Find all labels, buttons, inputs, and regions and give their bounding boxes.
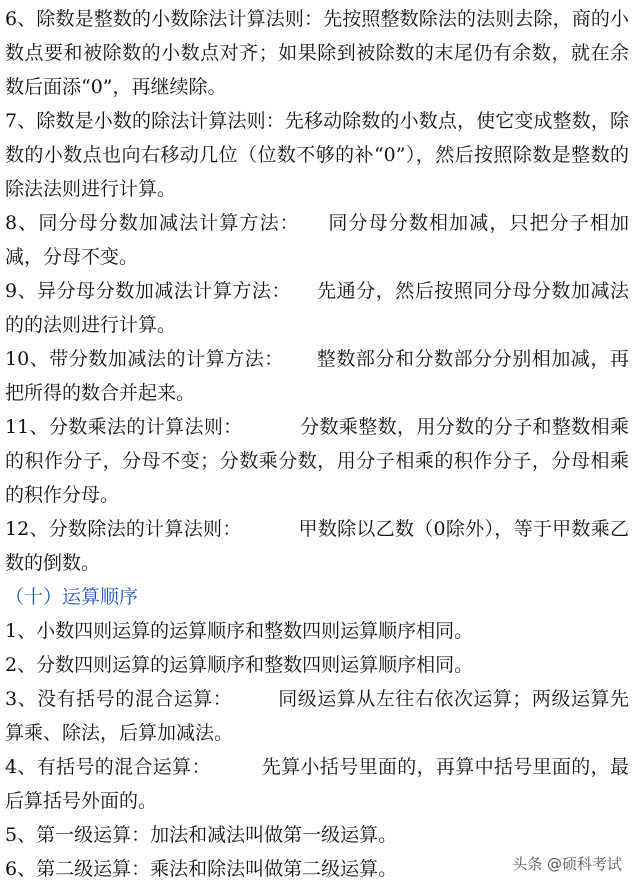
order-rule-3: 3、没有括号的混合运算： 同级运算从左往右依次运算；两级运算先算乘、除法，后算加减法。 [5, 688, 629, 744]
order-rule-6: 6、第二级运算：乘法和除法叫做第二级运算。 [5, 858, 398, 880]
order-rule-2: 2、分数四则运算的运算顺序和整数四则运算顺序相同。 [5, 654, 474, 676]
order-rule-1: 1、小数四则运算的运算顺序和整数四则运算顺序相同。 [5, 620, 474, 642]
rule-9-different-denominator-fractions: 9、异分母分数加减法计算方法： 先通分，然后按照同分母分数加减法的的法则进行计算。 [5, 280, 629, 336]
document-body [5, 2, 629, 886]
order-rule-4: 4、有括号的混合运算： 先算小括号里面的，再算中括号里面的，最后算括号外面的。 [5, 756, 629, 812]
watermark: 头条 @硕科考试 [508, 852, 626, 875]
rule-10-mixed-number-addition: 10、带分数加减法的计算方法： 整数部分和分数部分分别相加减，再把所得的数合并起来。 [5, 348, 629, 404]
order-rule-5: 5、第一级运算：加法和减法叫做第一级运算。 [5, 824, 398, 846]
section-heading-order-of-operations: （十）运算顺序 [5, 586, 139, 608]
rule-6-decimal-division-integer-divisor: 6、除数是整数的小数除法计算法则：先按照整数除法的法则去除，商的小数点要和被除数的小数点对齐；如果除到被除数的末尾仍有余数，就在余数后面添“0”，再继续除。 [5, 8, 629, 98]
rule-12-fraction-division: 12、分数除法的计算法则： 甲数除以乙数（0除外），等于甲数乘乙数的倒数。 [5, 518, 629, 574]
rule-8-same-denominator-fractions: 8、同分母分数加减法计算方法： 同分母分数相加减，只把分子相加减，分母不变。 [5, 212, 629, 268]
rule-11-fraction-multiplication: 11、分数乘法的计算法则： 分数乘整数，用分数的分子和整数相乘的积作分子，分母不变；分数乘分数，用分子相乘的积作分子，分母相乘的积作分母。 [5, 416, 629, 506]
rule-7-decimal-division-decimal-divisor: 7、除数是小数的除法计算法则：先移动除数的小数点，使它变成整数，除数的小数点也向右移动几位（位数不够的补“0”），然后按照除数是整数的除法法则进行计算。 [5, 110, 629, 200]
